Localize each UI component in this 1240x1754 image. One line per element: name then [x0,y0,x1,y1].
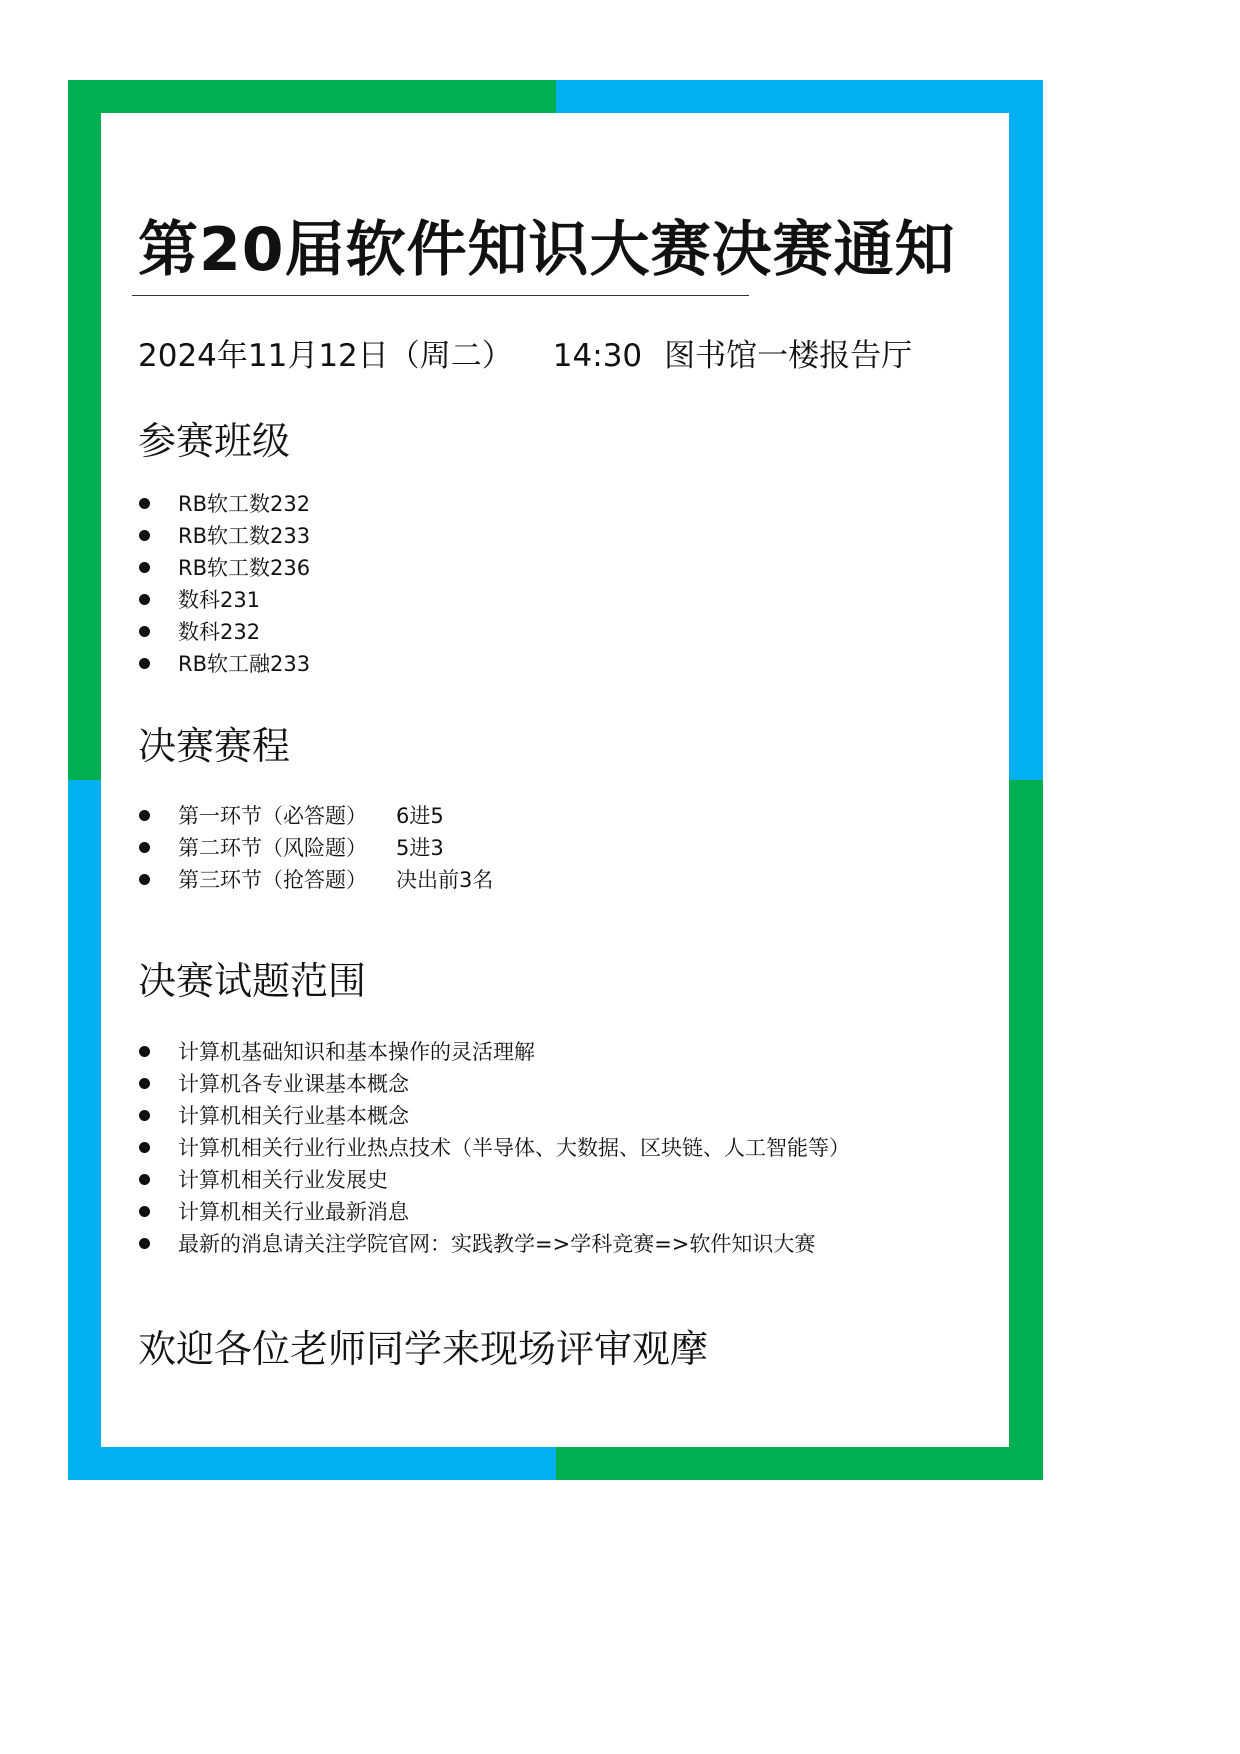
frame-bottom-left-blue [68,1447,556,1480]
classes-list [138,488,310,680]
bullet-icon [139,1078,150,1089]
bullet-icon [139,594,150,605]
bullet-icon [139,874,150,885]
list-item [138,832,444,864]
classes-heading: 参赛班级 [138,419,291,463]
bullet-icon [139,1046,150,1057]
bullet-icon [139,810,150,821]
list-item: 计算机相关行业基本概念 [138,1100,850,1132]
event-venue: 图书馆一楼报告厅 [664,338,913,374]
schedule-result: 5进3 [396,836,444,860]
list-item [138,800,444,832]
schedule-stage: 第二环节（风险题） [178,836,367,860]
frame-right-upper-blue [1009,80,1043,780]
bullet-icon [139,562,150,573]
welcome-message: 欢迎各位老师同学来现场评审观摩 [138,1327,709,1371]
bullet-icon [139,1174,150,1185]
list-item: RB软工数236 [138,552,310,584]
list-item: 计算机相关行业最新消息 [138,1196,850,1228]
schedule-result: 6进5 [396,804,444,828]
list-item: RB软工数232 [138,488,310,520]
event-meta [138,330,912,375]
bullet-icon [139,658,150,669]
bullet-icon [139,1142,150,1153]
list-item [138,864,494,896]
schedule-stage: 第三环节（抢答题） [178,868,367,892]
list-item: 计算机各专业课基本概念 [138,1068,850,1100]
list-item: 最新的消息请关注学院官网：实践教学=>学科竞赛=>软件知识大赛 [138,1228,850,1260]
frame-left-lower-blue [68,780,101,1480]
list-item: 计算机相关行业发展史 [138,1164,850,1196]
notice-title: 第20届软件知识大赛决赛通知 [138,215,956,285]
list-item: RB软工融233 [138,648,310,680]
frame-bottom-right-green [556,1447,1043,1480]
schedule-result: 决出前3名 [396,868,494,892]
bullet-icon [139,626,150,637]
list-item: RB软工数233 [138,520,310,552]
frame-top-right-blue [556,80,1043,113]
frame-left-upper-green [68,80,101,780]
bullet-icon [139,530,150,541]
list-item: 数科231 [138,584,310,616]
bullet-icon [139,1206,150,1217]
bullet-icon [139,1238,150,1249]
frame-top-left-green [68,80,556,113]
bullet-icon [139,1110,150,1121]
schedule-list [138,800,494,896]
scope-list [138,1036,850,1260]
event-date: 2024年11月12日（周二） [138,338,513,374]
schedule-stage: 第一环节（必答题） [178,804,367,828]
frame-right-lower-green [1009,780,1043,1480]
list-item: 计算机相关行业行业热点技术（半导体、大数据、区块链、人工智能等） [138,1132,850,1164]
bullet-icon [139,498,150,509]
list-item: 计算机基础知识和基本操作的灵活理解 [138,1036,850,1068]
event-time: 14:30 [552,338,643,374]
list-item: 数科232 [138,616,310,648]
bullet-icon [139,842,150,853]
schedule-heading: 决赛赛程 [138,724,291,768]
scope-heading: 决赛试题范围 [138,959,367,1003]
title-divider [132,295,749,296]
